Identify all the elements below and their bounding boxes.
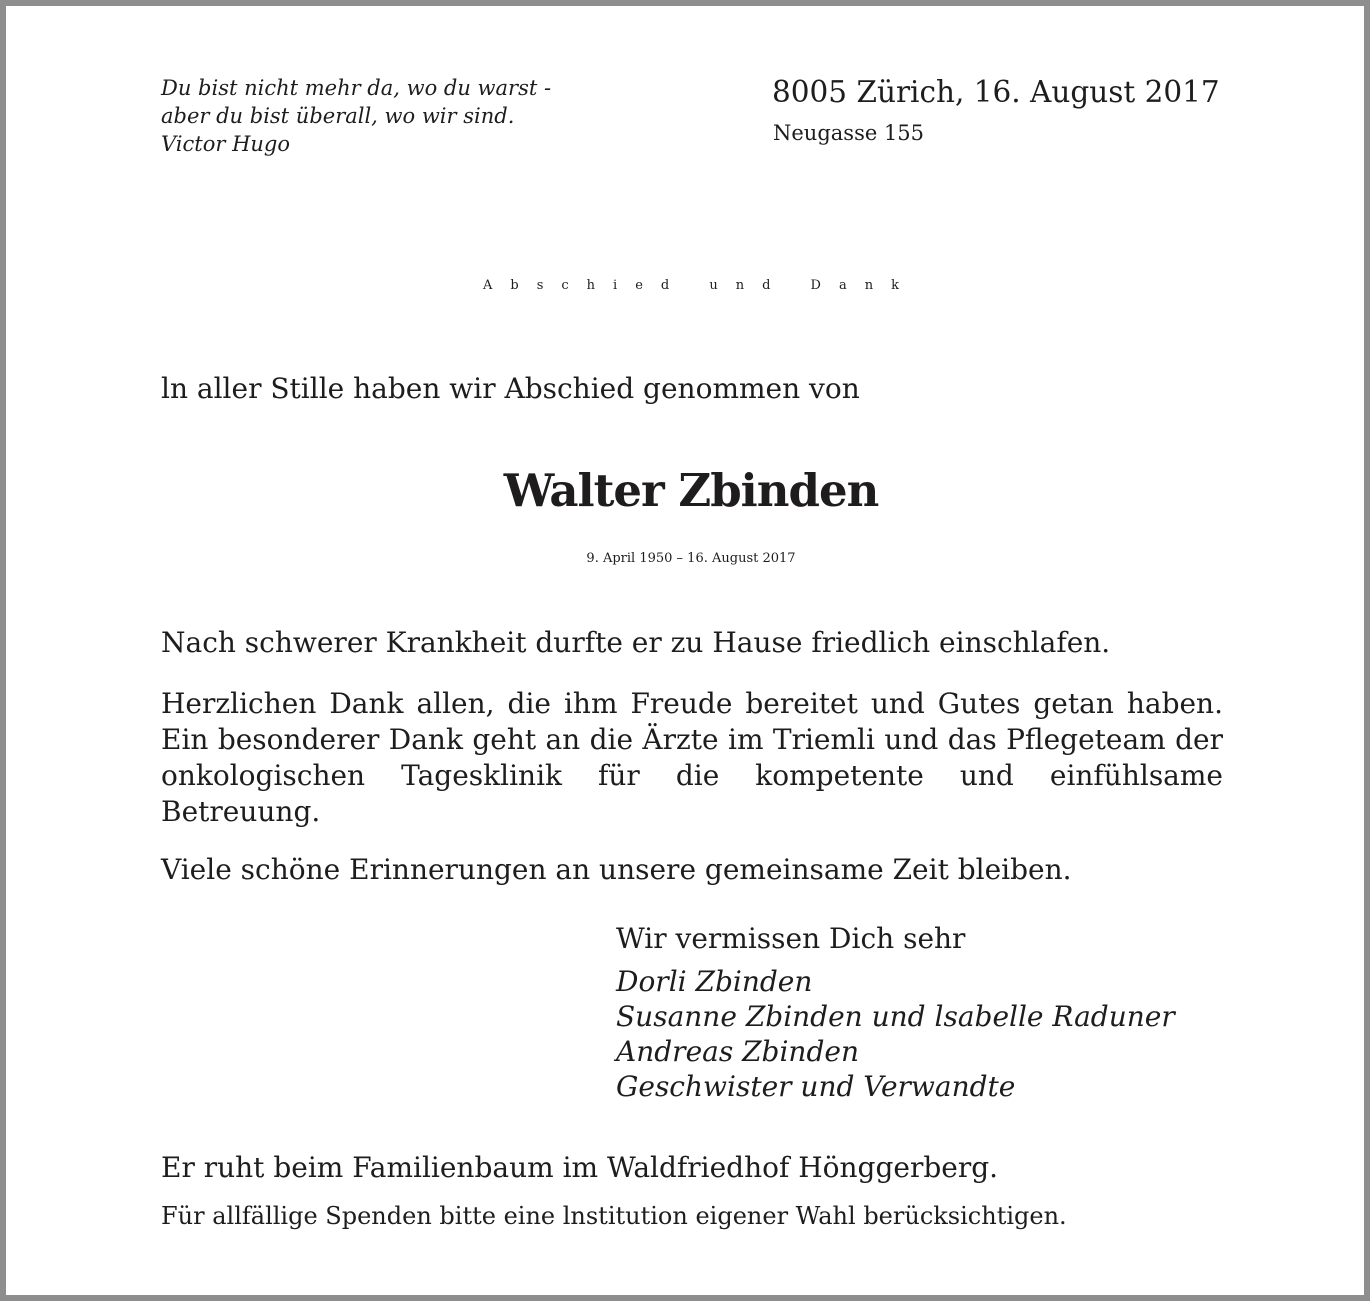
quote-line-1: Du bist nicht mehr da, wo du warst - bbox=[161, 76, 552, 100]
body-paragraph-2: Herzlichen Dank allen, die ihm Freude bereitet und Gutes getan haben. Ein besonderer Dank geht an die Ärzte im Triemli und das Pflegeteam der onkologischen Tagesklinik für die kompetente und einfühlsame Betreuung. bbox=[161, 687, 1223, 828]
signature-name: Dorli Zbinden bbox=[616, 965, 813, 998]
signature-name: Andreas Zbinden bbox=[616, 1035, 859, 1068]
deceased-name: Walter Zbinden bbox=[503, 464, 879, 517]
resting-place: Er ruht beim Familienbaum im Waldfriedhof Hönggerberg. bbox=[161, 1151, 999, 1184]
signature-name: Geschwister und Verwandte bbox=[616, 1070, 1016, 1103]
quote-author: Victor Hugo bbox=[161, 132, 290, 156]
donation-note: Für allfällige Spenden bitte eine lnstitution eigener Wahl berücksichtigen. bbox=[161, 1202, 1067, 1230]
life-dates: 9. April 1950 – 16. August 2017 bbox=[586, 551, 796, 566]
quote-block bbox=[161, 74, 551, 158]
notice-heading: Abschied und Dank bbox=[483, 278, 917, 293]
quote-line-2: aber du bist überall, wo wir sind. bbox=[161, 104, 515, 128]
signature-lead: Wir vermissen Dich sehr bbox=[616, 922, 966, 955]
signature-list bbox=[616, 964, 1175, 1104]
body-paragraph-1: Nach schwerer Krankheit durfte er zu Hause friedlich einschlafen. bbox=[161, 626, 1111, 659]
signature-name: Susanne Zbinden und lsabelle Raduner bbox=[616, 1000, 1175, 1033]
body-paragraph-3: Viele schöne Erinnerungen an unsere gemeinsame Zeit bleiben. bbox=[161, 853, 1072, 886]
place-date: 8005 Zürich, 16. August 2017 bbox=[772, 75, 1220, 109]
intro-text: ln aller Stille haben wir Abschied genommen von bbox=[161, 372, 860, 405]
street-address: Neugasse 155 bbox=[773, 121, 925, 145]
